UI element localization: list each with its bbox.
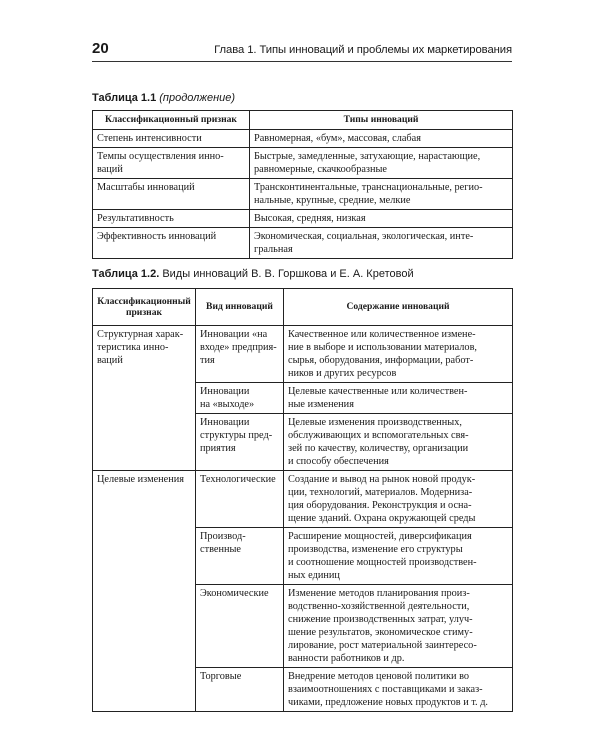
table2-content-cell: Изменение методов планирования произ- водственно-хозяйственной деятельности, снижение производственных затрат, улуч- шение результатов, экономическое стиму- лирование, рост материальной заинтересо- ванности работников и др. [284,585,513,668]
table2-kind-cell: Торговые [196,668,284,712]
table1 [92,110,513,259]
table2-row [93,471,513,528]
table1-types-cell: Трансконтинентальные, транснациональные, регио- нальные, крупные, средние, мелкие [250,179,513,210]
table1-sign-cell: Масштабы инноваций [93,179,250,210]
table2-header-cell: Классификационный признак [93,289,196,326]
table2-row [93,528,513,585]
table2-content-cell: Расширение мощностей, диверсификация производства, изменение его структуры и соотношение мощностей производствен- ных единиц [284,528,513,585]
table2-content-cell: Создание и вывод на рынок новой продук- ции, технологий, материалов. Модерниза- ция оборудования. Реконструкция и осна- щение зданий. Охрана окружающей среды [284,471,513,528]
table1-row [93,210,513,228]
table1-sign-cell: Темпы осуществления инно- ваций [93,148,250,179]
table2-sign-cell [93,528,196,585]
table1-sign-cell: Степень интенсивности [93,130,250,148]
table2-header-row [93,289,513,326]
table1-types-cell: Быстрые, замедленные, затухающие, нарастающие, равномерные, скачкообразные [250,148,513,179]
table2-kind-cell: Экономические [196,585,284,668]
table2-kind-cell: Инновации «на входе» предприя- тия [196,326,284,383]
table2-row [93,326,513,383]
table2-kind-cell: Производ- ственные [196,528,284,585]
table1-row [93,130,513,148]
table2-sign-cell [93,585,196,668]
running-head [92,40,512,62]
table1-caption-note: (продолжение) [159,92,236,104]
table2-content-cell: Качественное или количественное измене- ние в выборе и использовании материалов, сырья, оборудования, информации, работ- ников и других ресурсов [284,326,513,383]
chapter-title: Глава 1. Типы инноваций и проблемы их маркетирования [214,44,512,56]
table2-kind-cell: Инновации на «выходе» [196,383,284,414]
table2-row [93,668,513,712]
table2-kind-cell: Инновации структуры пред- приятия [196,414,284,471]
table2-sign-cell [93,383,196,414]
table1-sign-cell: Эффективность инноваций [93,228,250,259]
table2-row [93,383,513,414]
table1-header-cell: Типы инноваций [250,111,513,130]
table2 [92,288,513,712]
table1-types-cell: Экономическая, социальная, экологическая, инте- гральная [250,228,513,259]
table1-types-cell: Равномерная, «бум», массовая, слабая [250,130,513,148]
table1-sign-cell: Результативность [93,210,250,228]
table1-row [93,228,513,259]
table2-row [93,414,513,471]
table1-row [93,148,513,179]
table1-header-row [93,111,513,130]
table2-caption [92,268,414,280]
table2-header-cell: Вид инноваций [196,289,284,326]
table2-kind-cell: Технологические [196,471,284,528]
table2-row [93,585,513,668]
table1-types-cell: Высокая, средняя, низкая [250,210,513,228]
table1-caption [92,92,235,104]
table1-body [93,130,513,259]
table2-sign-cell: Структурная харак- теристика инно- ваций [93,326,196,383]
page-number: 20 [92,40,109,57]
table2-content-cell: Целевые изменения производственных, обслуживающих и вспомогательных свя- зей по качеству, количеству, организации и способу обеспечения [284,414,513,471]
table2-sign-cell [93,414,196,471]
table1-header-cell: Классификационный признак [93,111,250,130]
table2-header-cell: Содержание инноваций [284,289,513,326]
table2-sign-cell: Целевые изменения [93,471,196,528]
table2-content-cell: Внедрение методов ценовой политики во взаимоотношениях с поставщиками и заказ- чиками, предложение новых продуктов и т. д. [284,668,513,712]
table2-content-cell: Целевые качественные или количествен- ные изменения [284,383,513,414]
table1-row [93,179,513,210]
table2-caption-label: Таблица 1.2. [92,268,160,280]
table2-sign-cell [93,668,196,712]
table1-caption-label: Таблица 1.1 [92,92,157,104]
table2-caption-text: Виды инноваций В. В. Горшкова и Е. А. Кретовой [162,268,414,280]
table2-body [93,326,513,712]
